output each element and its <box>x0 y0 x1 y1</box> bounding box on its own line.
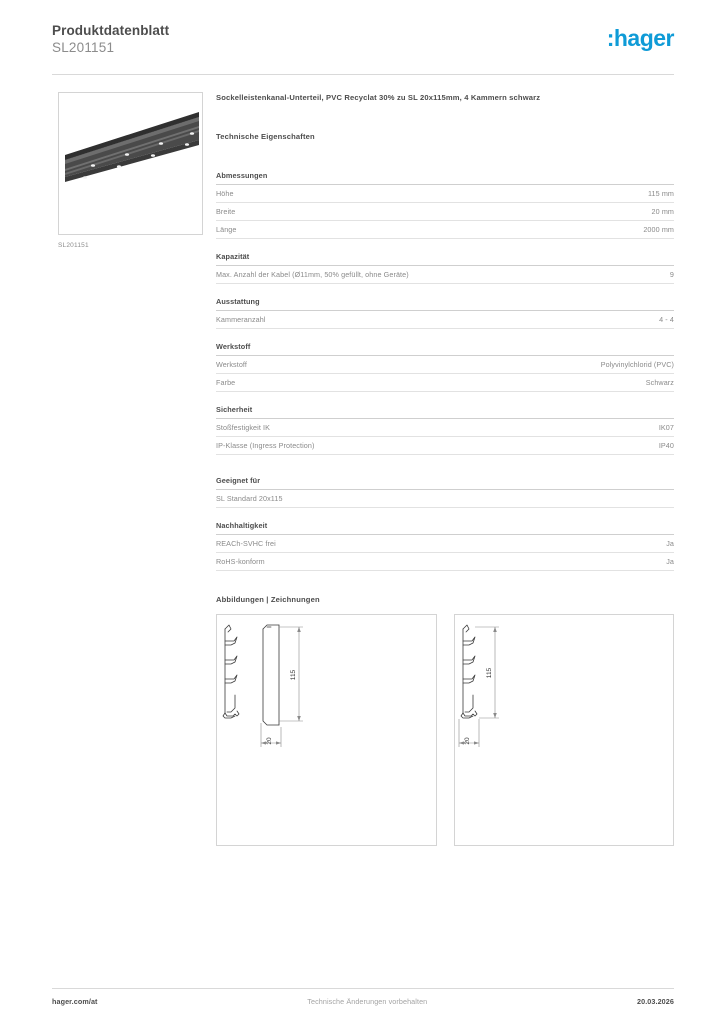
footer-date: 20.03.2026 <box>637 997 674 1006</box>
spec-group-title: Nachhaltigkeit <box>216 521 674 535</box>
spec-group-title: Abmessungen <box>216 171 674 185</box>
drawings-row <box>216 614 674 846</box>
header-titles <box>52 22 169 57</box>
spec-group-title: Ausstattung <box>216 297 674 311</box>
spec-row <box>216 437 674 455</box>
spec-row <box>216 419 674 437</box>
page-subtitle: SL201151 <box>52 40 115 55</box>
spec-group-title: Werkstoff <box>216 342 674 356</box>
product-image-frame <box>58 92 203 235</box>
spec-row <box>216 203 674 221</box>
technical-drawing-cross-section <box>454 614 675 846</box>
technical-drawing-cross-section-with-cover <box>216 614 437 846</box>
spec-row <box>216 221 674 239</box>
spec-row <box>216 374 674 392</box>
drawings-title: Abbildungen | Zeichnungen <box>216 595 320 604</box>
footer-website[interactable]: hager.com/at <box>52 997 98 1006</box>
spec-label: Länge <box>216 224 237 234</box>
spec-label: Höhe <box>216 188 234 198</box>
spec-label: Max. Anzahl der Kabel (Ø11mm, 50% gefüllt, ohne Geräte) <box>216 269 409 279</box>
spec-content <box>216 92 674 846</box>
spec-row <box>216 490 674 508</box>
spec-group <box>216 521 674 571</box>
spec-label: REACh-SVHC frei <box>216 538 276 548</box>
drawing-svg-2 <box>455 615 675 846</box>
page-title: Produktdatenblatt <box>52 23 170 38</box>
spec-label: Kammeranzahl <box>216 314 266 324</box>
technical-properties-title: Technische Eigenschaften <box>216 132 315 141</box>
footer-disclaimer: Technische Änderungen vorbehalten <box>307 997 428 1006</box>
spec-value: IK07 <box>658 422 674 432</box>
spec-value: Ja <box>666 556 674 566</box>
product-photo <box>59 93 203 235</box>
drawing-1-dim-width: 20 <box>266 737 273 745</box>
page-header <box>52 22 674 74</box>
spec-value: 20 mm <box>651 206 674 216</box>
spec-group-title: Kapazität <box>216 252 674 266</box>
product-description: Sockelleistenkanal-Unterteil, PVC Recyclat 30% zu SL 20x115mm, 4 Kammern schwarz <box>216 93 541 102</box>
spec-row <box>216 266 674 284</box>
spec-value: Ja <box>666 538 674 548</box>
spec-value: 9 <box>669 269 674 279</box>
spec-group-title: Geeignet für <box>216 476 674 490</box>
spec-label: RoHS-konform <box>216 556 265 566</box>
drawing-svg-1 <box>217 615 437 846</box>
drawing-1-dim-height: 115 <box>290 669 297 681</box>
spec-row <box>216 311 674 329</box>
product-image-caption: SL201151 <box>58 242 89 249</box>
spec-label: Stoßfestigkeit IK <box>216 422 271 432</box>
spec-groups <box>216 171 674 571</box>
spec-value: 115 mm <box>647 188 674 198</box>
header-divider <box>52 74 674 75</box>
spec-group <box>216 342 674 392</box>
spec-group <box>216 476 674 508</box>
spec-value: 4 - 4 <box>659 314 674 324</box>
spec-label: IP-Klasse (Ingress Protection) <box>216 440 315 450</box>
spec-value: Schwarz <box>645 377 674 387</box>
drawing-2-dim-width: 20 <box>463 737 471 745</box>
spec-value: Polyvinylchlorid (PVC) <box>600 359 674 369</box>
spec-group <box>216 171 674 239</box>
spec-label: Farbe <box>216 377 236 387</box>
spec-value: 2000 mm <box>643 224 674 234</box>
page-footer <box>52 997 674 1006</box>
footer-divider <box>52 988 674 989</box>
hager-logo: :hager <box>606 25 674 51</box>
spec-row <box>216 535 674 553</box>
spec-group <box>216 297 674 329</box>
drawing-2-dim-height: 115 <box>485 667 493 679</box>
spec-group-title: Sicherheit <box>216 405 674 419</box>
spec-label: Breite <box>216 206 236 216</box>
spec-label: Werkstoff <box>216 359 247 369</box>
spec-group <box>216 405 674 455</box>
spec-label: SL Standard 20x115 <box>216 493 283 503</box>
spec-value: IP40 <box>658 440 674 450</box>
spec-row <box>216 553 674 571</box>
spec-row <box>216 356 674 374</box>
spec-row <box>216 185 674 203</box>
spec-group <box>216 252 674 284</box>
